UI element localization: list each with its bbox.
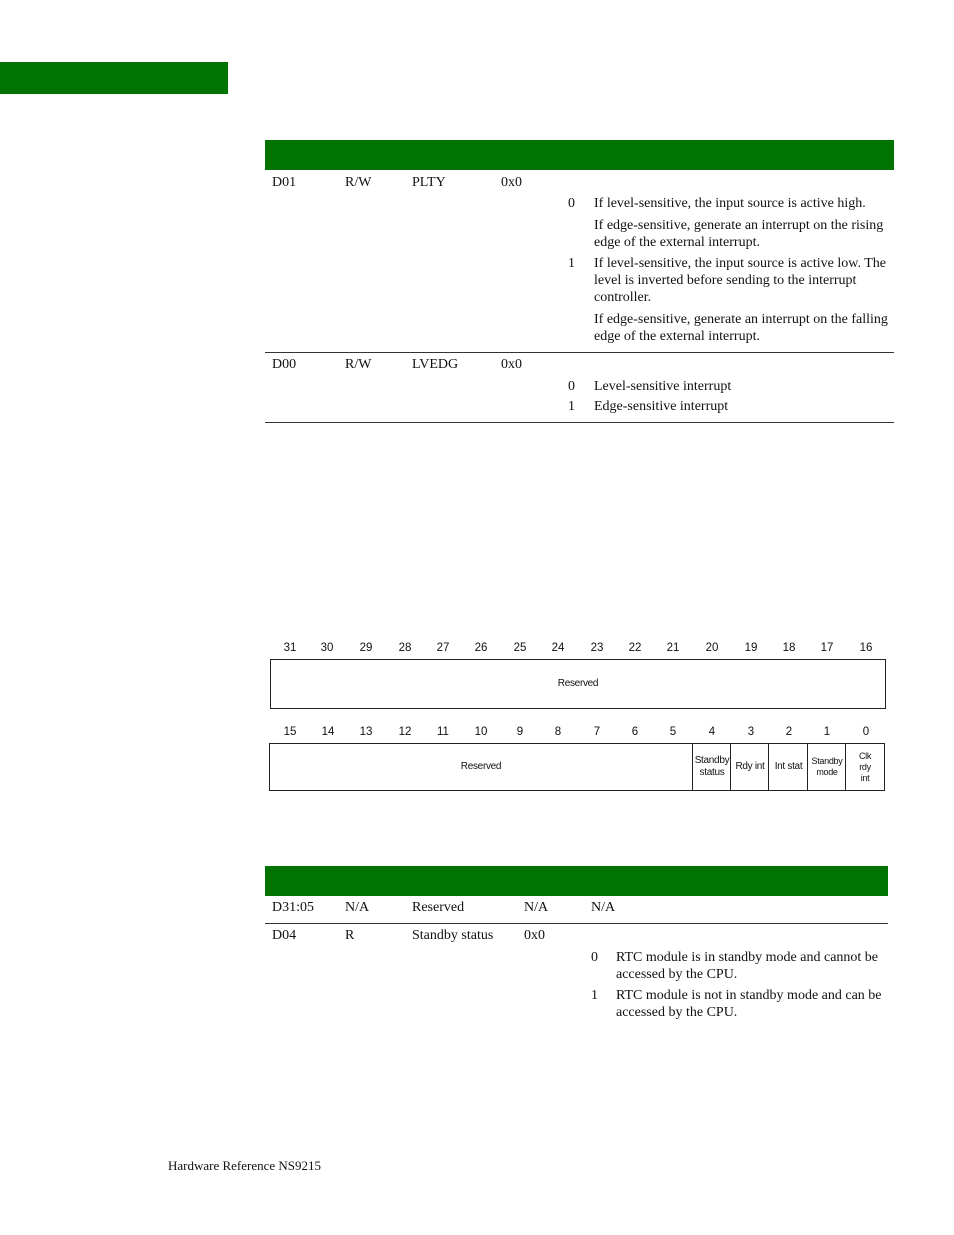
table1-row2-bits: D00: [272, 357, 297, 372]
table2-row2-mnemonic: Standby status: [412, 928, 494, 943]
table1-row2-value1-line1: Edge-sensitive interrupt: [594, 399, 729, 414]
table2-row2-value1-line1: RTC module is not in standby mode and can be accessed by the CPU.: [616, 988, 882, 1020]
table2-row2-bits: D04: [272, 928, 297, 943]
table1-row1-access: R/W: [345, 175, 372, 190]
bit-26: 26: [474, 642, 488, 654]
table2-row1-description: N/A: [591, 900, 616, 915]
table1-header-bar: [265, 140, 894, 170]
chapter-tab-bar: [0, 62, 228, 94]
register-lower-row: [269, 743, 885, 791]
bit-6: 6: [631, 726, 639, 738]
bit-27: 27: [436, 642, 450, 654]
table2-row2-value1-num: 1: [591, 988, 598, 1003]
bit-12: 12: [398, 726, 412, 738]
bit-10: 10: [474, 726, 488, 738]
bit-22: 22: [628, 642, 642, 654]
bit-3: 3: [747, 726, 755, 738]
bit-31: 31: [283, 642, 297, 654]
bit-16: 16: [859, 642, 873, 654]
bit-0: 0: [862, 726, 870, 738]
standby-status-field: Standby status: [692, 744, 731, 790]
table2-row2-reset: 0x0: [524, 928, 545, 943]
bit-30: 30: [320, 642, 334, 654]
bit-21: 21: [666, 642, 680, 654]
lower-reserved-field: Reserved: [460, 761, 502, 772]
upper-reserved-field: Reserved: [557, 678, 599, 689]
bit-4: 4: [708, 726, 716, 738]
table1-row1-mnemonic: PLTY: [412, 175, 446, 190]
table1-row1-reset: 0x0: [501, 175, 522, 190]
bit-11: 11: [437, 726, 449, 738]
table1-row2-access: R/W: [345, 357, 372, 372]
bit-14: 14: [321, 726, 335, 738]
bit-2: 2: [785, 726, 793, 738]
bit-20: 20: [705, 642, 719, 654]
rdy-int-field: Rdy int: [730, 744, 769, 790]
bit-5: 5: [669, 726, 677, 738]
table1-row1-value1-num: 1: [568, 256, 575, 271]
bit-1: 1: [823, 726, 831, 738]
bit-13: 13: [359, 726, 373, 738]
bit-18: 18: [782, 642, 796, 654]
int-stat-field: Int stat: [768, 744, 808, 790]
table1-row1-bits: D01: [272, 175, 297, 190]
table2-row2-value0-line1: RTC module is in standby mode and cannot be accessed by the CPU.: [616, 950, 879, 982]
table2-header-bar: [265, 866, 888, 896]
table2-row1-bits: D31:05: [272, 900, 314, 915]
table1-bottom-rule: [265, 422, 894, 423]
table2-row2-value0-num: 0: [591, 950, 598, 965]
table1-row1-value1-line1: If level-sensitive, the input source is active low. The level is inverted before sending to the interrupt controller.: [594, 256, 886, 305]
table1-row-divider: [265, 352, 894, 353]
table1-row1-value1-line2: If edge-sensitive, generate an interrupt on the falling edge of the external interrupt.: [594, 312, 888, 344]
register-upper-row: [270, 659, 886, 709]
table2-row2-access: R: [345, 928, 355, 943]
bit-8: 8: [554, 726, 562, 738]
bit-17: 17: [820, 642, 834, 654]
table1-row1-value0-line2: If edge-sensitive, generate an interrupt on the rising edge of the external interrupt.: [594, 218, 884, 250]
bit-24: 24: [551, 642, 565, 654]
page-footer: Hardware Reference NS9215: [168, 1158, 322, 1173]
bit-23: 23: [590, 642, 604, 654]
table2-row1-reset: N/A: [524, 900, 549, 915]
table1-row2-value0-num: 0: [568, 379, 575, 394]
table2-row1-access: N/A: [345, 900, 370, 915]
bit-9: 9: [516, 726, 524, 738]
table1-row2-reset: 0x0: [501, 357, 522, 372]
table1-row1-value0-num: 0: [568, 196, 575, 211]
table2-row-divider: [265, 923, 888, 924]
bit-28: 28: [398, 642, 412, 654]
standby-mode-field: Standby mode: [807, 744, 846, 790]
bit-29: 29: [359, 642, 373, 654]
table1-row1-value0-line1: If level-sensitive, the input source is active high.: [594, 196, 866, 211]
table1-row2-value0-line1: Level-sensitive interrupt: [594, 379, 732, 394]
bit-7: 7: [593, 726, 601, 738]
table1-row2-mnemonic: LVEDG: [412, 357, 459, 372]
table2-row1-mnemonic: Reserved: [412, 900, 465, 915]
bit-15: 15: [283, 726, 297, 738]
bit-19: 19: [744, 642, 758, 654]
bit-25: 25: [513, 642, 527, 654]
clk-rdy-int-field: Clk rdy int: [845, 744, 884, 790]
table1-row2-value1-num: 1: [568, 399, 575, 414]
